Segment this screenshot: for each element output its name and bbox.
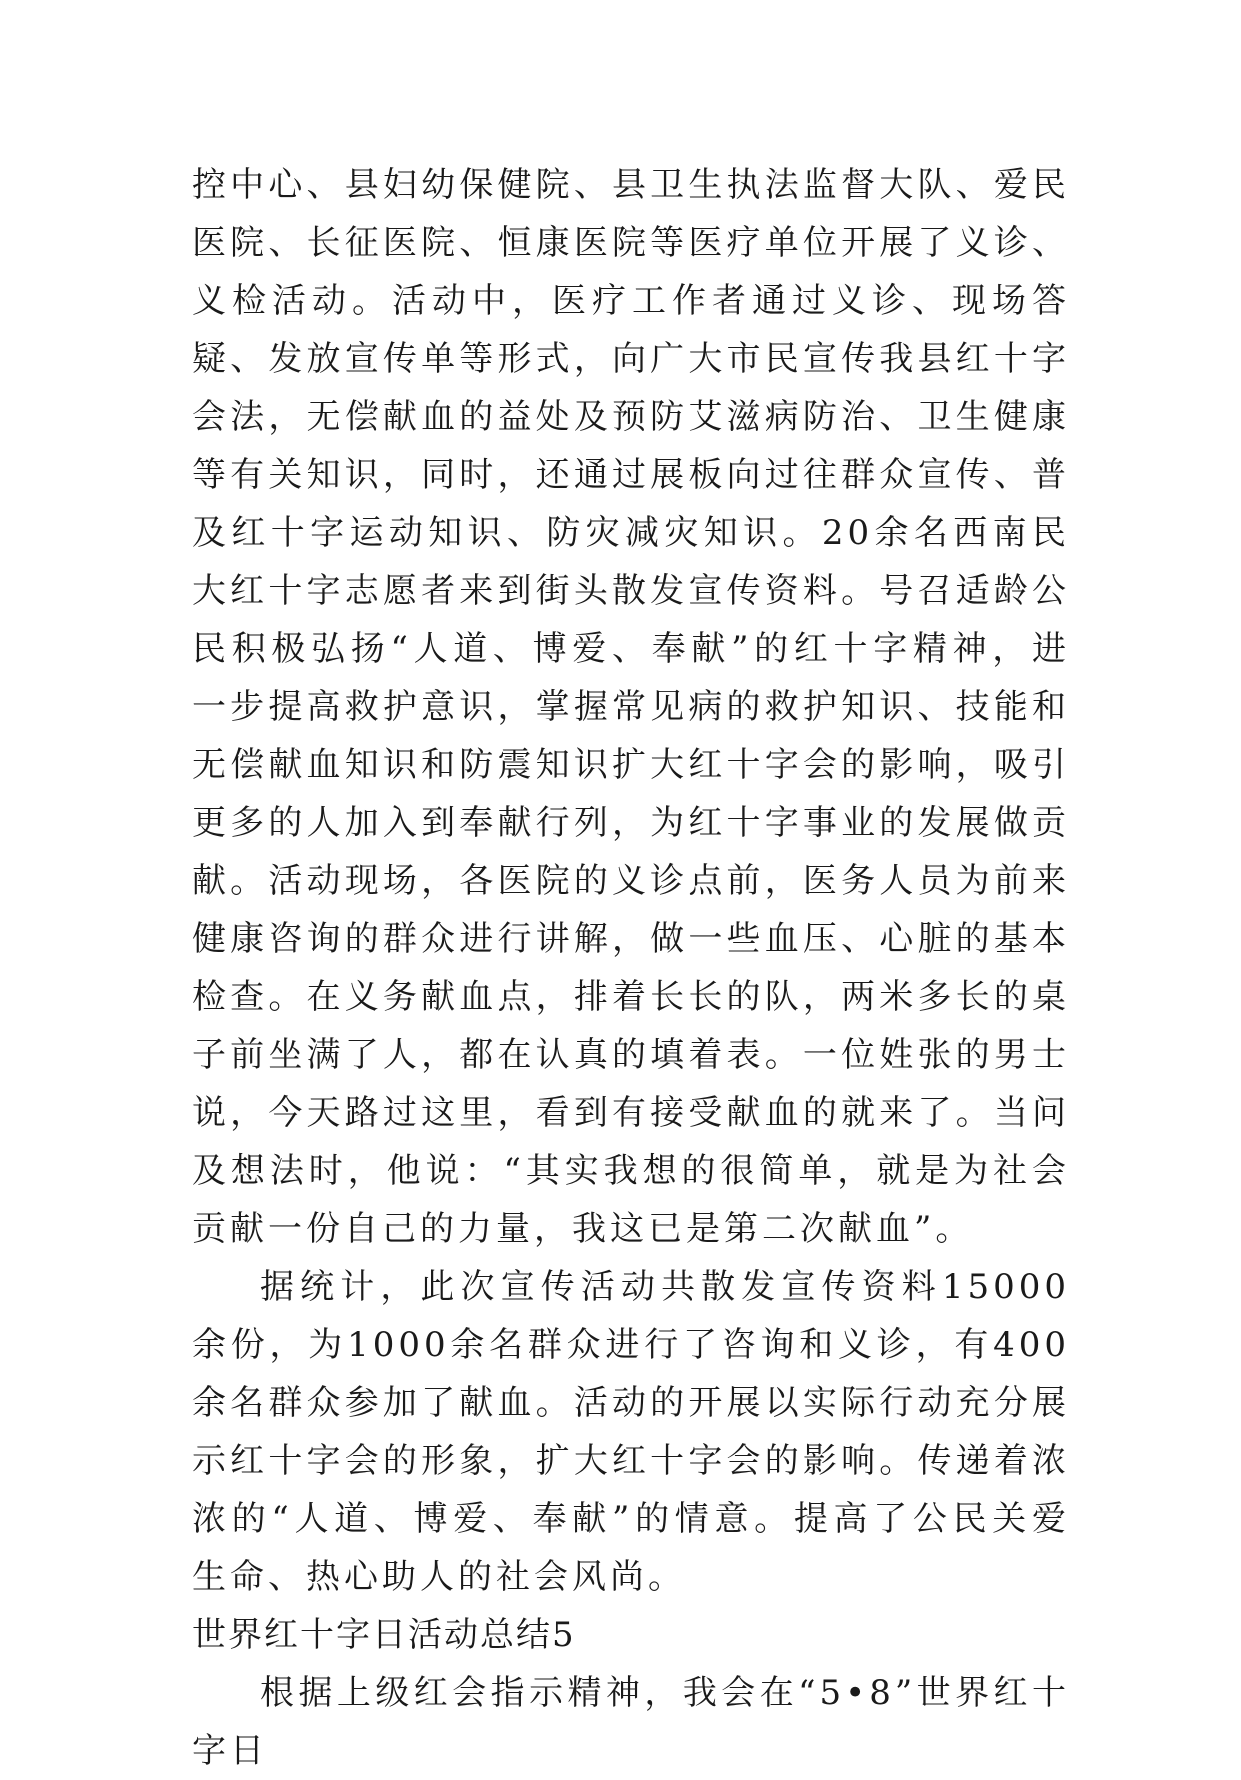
document-body [192, 156, 1070, 1780]
body-paragraph: 根据上级红会指示精神，我会在“5•8”世界红十字日 [192, 1673, 1070, 1771]
section-heading: 世界红十字日活动总结5 [192, 1615, 576, 1655]
body-paragraph: 据统计，此次宣传活动共散发宣传资料15000余份，为1000余名群众进行了咨询和义诊，有400余名群众参加了献血。活动的开展以实际行动充分展示红十字会的形象，扩大红十字会的影响。传递着浓浓的“人道、博爱、奉献”的情意。提高了公民关爱生命、热心助人的社会风尚。 [192, 1267, 1070, 1597]
body-paragraph: 控中心、县妇幼保健院、县卫生执法监督大队、爱民医院、长征医院、恒康医院等医疗单位开展了义诊、义检活动。活动中，医疗工作者通过义诊、现场答疑、发放宣传单等形式，向广大市民宣传我县红十字会法，无偿献血的益处及预防艾滋病防治、卫生健康等有关知识，同时，还通过展板向过往群众宣传、普及红十字运动知识、防灾减灾知识。20余名西南民大红十字志愿者来到街头散发宣传资料。号召适龄公民积极弘扬“人道、博爱、奉献”的红十字精神，进一步提高救护意识，掌握常见病的救护知识、技能和无偿献血知识和防震知识扩大红十字会的影响，吸引更多的人加入到奉献行列，为红十字事业的发展做贡献。活动现场，各医院的义诊点前，医务人员为前来健康咨询的群众进行讲解，做一些血压、心脏的基本检查。在义务献血点，排着长长的队，两米多长的桌子前坐满了人，都在认真的填着表。一位姓张的男士说，今天路过这里，看到有接受献血的就来了。当问及想法时，他说：“其实我想的很简单，就是为社会贡献一份自己的力量，我这已是第二次献血”。 [192, 165, 1070, 1249]
